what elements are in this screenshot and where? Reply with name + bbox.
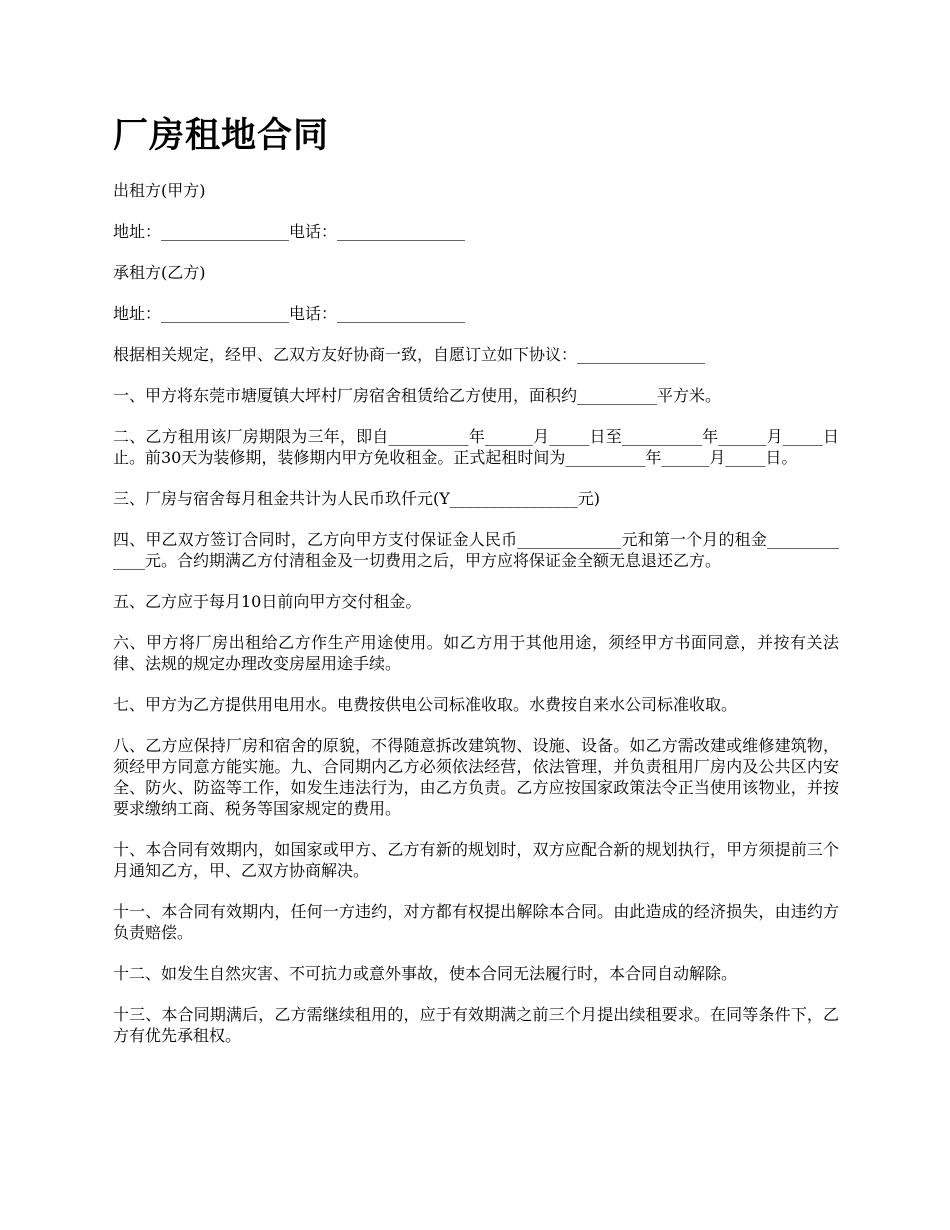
clause-1: 一、甲方将东莞市塘厦镇大坪村厂房宿舍租赁给乙方使用，面积约__________平方米。 [113,386,722,405]
paragraph-lessor-address: 地址：________________电话：________________ [113,222,466,241]
document-title: 厂房租地合同 [113,116,330,156]
clause-10: 十、本合同有效期内，如国家或甲方、乙方有新的规划时，双方应配合新的规划执行，甲方须提前三个月通知乙方，甲、乙双方协商解决。 [113,840,839,880]
paragraph-lessee-label: 承租方(乙方) [113,263,206,282]
clause-3: 三、厂房与宿舍每月租金共计为人民币玖仟元(Y________________元) [113,489,601,508]
clause-11: 十一、本合同有效期内，任何一方违约，对方都有权提出解除本合同。由此造成的经济损失，由违约方负责赔偿。 [113,902,839,942]
clause-2: 二、乙方租用该厂房期限为三年，即自__________年______月_____日至__________年______月_____日止。前30天为装修期，装修期内甲方免收租金。正式起租时间为__________年______月_____日。 [113,427,839,467]
document-page [113,112,839,1066]
clause-13: 十三、本合同期满后，乙方需继续租用的，应于有效期满之前三个月提出续租要求。在同等条件下，乙方有优先承租权。 [113,1005,839,1045]
paragraph-lessor-label: 出租方(甲方) [113,181,206,200]
clause-6: 六、甲方将厂房出租给乙方作生产用途使用。如乙方用于其他用途，须经甲方书面同意，并按有关法律、法规的规定办理改变房屋用途手续。 [113,633,839,673]
clause-12: 十二、如发生自然灾害、不可抗力或意外事故，使本合同无法履行时，本合同自动解除。 [113,964,738,983]
paragraph-preamble: 根据相关规定，经甲、乙双方友好协商一致，自愿订立如下协议：________________ [113,345,706,364]
paragraph-lessee-address: 地址：________________电话：________________ [113,304,466,323]
clause-7: 七、甲方为乙方提供用电用水。电费按供电公司标准收取。水费按自来水公司标准收取。 [113,695,738,714]
clause-5: 五、乙方应于每月10日前向甲方交付租金。 [113,592,422,611]
clause-8-9: 八、乙方应保持厂房和宿舍的原貌，不得随意拆改建筑物、设施、设备。如乙方需改建或维修建筑物，须经甲方同意方能实施。九、合同期内乙方必须依法经营，依法管理，并负责租用厂房内及公共区内安全、防火、防盗等工作，如发生违法行为，由乙方负责。乙方应按国家政策法令正当使用该物业，并按要求缴纳工商、税务等国家规定的费用。 [113,736,839,818]
clause-4: 四、甲乙双方签订合同时，乙方向甲方支付保证金人民币_____________元和第一个月的租金_____________元。合约期满乙方付清租金及一切费用之后，甲方应将保证金全额无息退还乙方。 [113,530,839,570]
